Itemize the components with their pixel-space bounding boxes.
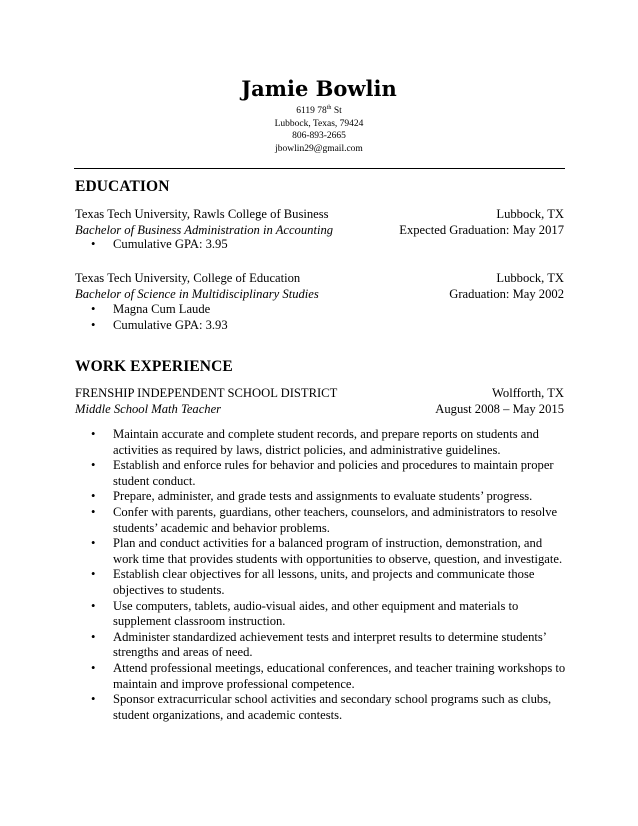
bullet-item: • Use computers, tablets, audio-visual aides, and other equipment and materials to supplement classroom instruction.	[75, 599, 570, 630]
graduation-date: Expected Graduation: May 2017	[399, 223, 564, 237]
street-name: St	[331, 106, 342, 116]
degree-name: Bachelor of Business Administration in Accounting	[75, 223, 334, 237]
bullet-item: • Cumulative GPA: 3.95	[75, 237, 375, 253]
education-entry-1-header	[75, 206, 564, 222]
work-experience-heading: WORK EXPERIENCE	[75, 358, 233, 375]
degree-name: Bachelor of Science in Multidisciplinary Studies	[75, 287, 319, 301]
bullet-item: • Administer standardized achievement tests and interpret results to determine students’ strengths and areas of need.	[75, 630, 570, 661]
bullet-item: • Cumulative GPA: 3.93	[75, 318, 375, 334]
employment-dates: August 2008 – May 2015	[435, 402, 564, 416]
bullet-item: • Establish and enforce rules for behavior and policies and procedures to maintain proper student conduct.	[75, 458, 570, 489]
school-location: Lubbock, TX	[496, 207, 564, 221]
job-title: Middle School Math Teacher	[75, 402, 222, 416]
work-entry-header	[75, 385, 564, 401]
resume-header	[0, 76, 638, 155]
bullet-item: • Maintain accurate and complete student records, and prepare reports on students and activities as required by laws, district policies, and administrative guidelines.	[75, 427, 570, 458]
bullet-item: • Confer with parents, guardians, other teachers, counselors, and administrators to resolve students’ academic and behavior problems.	[75, 505, 570, 536]
bullet-item: • Attend professional meetings, educational conferences, and teacher training workshops to maintain and improve professional competence.	[75, 661, 570, 692]
school-location: Lubbock, TX	[496, 271, 564, 285]
street-number: 6119 78	[296, 106, 327, 116]
bullet-item: • Magna Cum Laude	[75, 302, 375, 318]
header-divider	[74, 168, 565, 169]
work-responsibilities	[75, 427, 570, 723]
street-ordinal-suffix: th	[326, 104, 332, 111]
graduation-date: Graduation: May 2002	[449, 287, 564, 301]
bullet-item: • Sponsor extracurricular school activities and secondary school programs such as clubs, student organizations, and academic contests.	[75, 692, 570, 723]
education-entry-2-header	[75, 270, 564, 286]
city-state-zip: Lubbock, Texas, 79424	[274, 118, 364, 129]
email-address: jbowlin29@gmail.com	[275, 143, 363, 154]
education-entry-1-bullets	[75, 237, 375, 253]
work-entry-position	[75, 401, 564, 417]
school-name: Texas Tech University, College of Education	[75, 271, 301, 285]
bullet-item: • Plan and conduct activities for a balanced program of instruction, demonstration, and work time that provides students with opportunities to observe, question, and investigate.	[75, 536, 570, 567]
candidate-name: Jamie Bowlin	[241, 76, 397, 101]
education-entry-2-degree	[75, 286, 564, 302]
bullet-item: • Establish clear objectives for all lessons, units, and projects and communicate those objectives to students.	[75, 567, 570, 598]
school-name: Texas Tech University, Rawls College of Business	[75, 207, 329, 221]
employer-name: FRENSHIP INDEPENDENT SCHOOL DISTRICT	[75, 386, 338, 400]
education-entry-1-degree	[75, 222, 564, 238]
bullet-item: • Prepare, administer, and grade tests and assignments to evaluate students’ progress.	[75, 489, 570, 505]
phone-number: 806-893-2665	[292, 131, 346, 141]
education-heading: EDUCATION	[75, 178, 170, 195]
education-entry-2-bullets	[75, 302, 375, 333]
street-address	[0, 105, 638, 118]
employer-location: Wolfforth, TX	[492, 386, 564, 400]
